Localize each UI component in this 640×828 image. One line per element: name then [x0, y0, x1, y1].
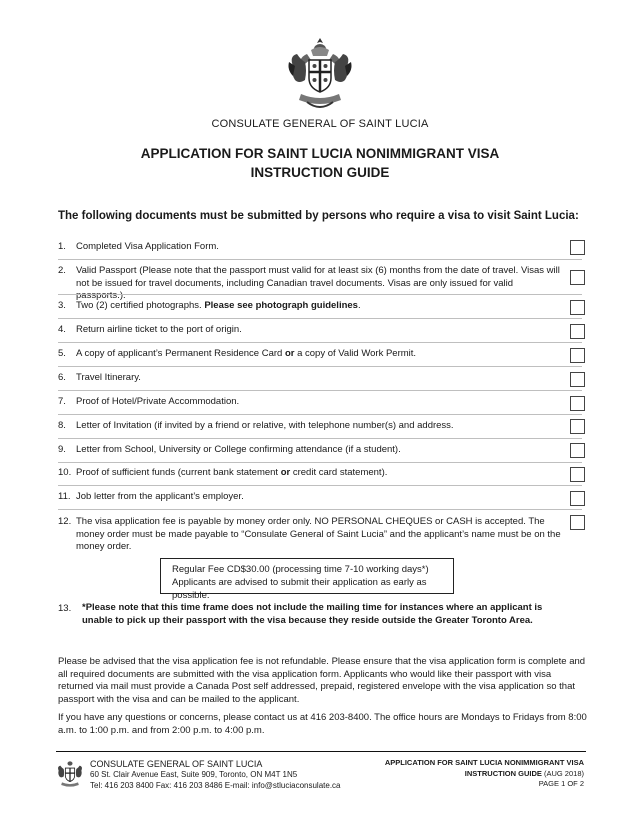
fee-box — [160, 558, 454, 601]
photo-guidelines-note: Please see photograph guidelines — [204, 300, 358, 311]
footer-contact-block — [90, 758, 341, 791]
note-text: *Please note that this time frame does not include the mailing time for instances where an applicant is unable to pick up their passport with the visa because they reside outside the Greater Toronto Area. — [82, 602, 543, 626]
item-text: Letter from School, University or College confirming attendance (if a student). — [76, 444, 401, 455]
item-checkbox[interactable] — [570, 396, 585, 411]
footer-contact: Tel: 416 203 8400 Fax: 416 203 8486 E-mail: info@stluciaconsulate.ca — [90, 780, 341, 790]
coat-of-arms-icon — [287, 36, 353, 112]
footer-address: 60 St. Clair Avenue East, Suite 909, Toronto, ON M4T 1N5 — [90, 770, 298, 779]
item-number: 5. — [58, 348, 66, 359]
footer-doc-info — [385, 758, 584, 790]
item-checkbox[interactable] — [570, 348, 585, 363]
item-number: 3. — [58, 300, 66, 311]
fee-advice: Applicants are advised to submit their application as early as possible. — [172, 577, 427, 601]
item-text: Two (2) certified photographs. Please see photograph guidelines. — [76, 300, 361, 311]
divider — [58, 414, 582, 415]
footer-org: CONSULATE GENERAL OF SAINT LUCIA — [90, 759, 263, 769]
divider — [58, 294, 582, 295]
divider — [58, 485, 582, 486]
item-text: Proof of sufficient funds (current bank statement or credit card statement). — [76, 467, 388, 478]
footer-doc-title: APPLICATION FOR SAINT LUCIA NONIMMIGRANT VISA — [384, 758, 584, 767]
divider — [58, 509, 582, 510]
intro-heading: The following documents must be submitted by persons who require a visa to visit Saint Lucia: — [58, 210, 579, 222]
item-text: Travel Itinerary. — [76, 372, 141, 383]
item-text: Letter of Invitation (if invited by a friend or relative, with telephone number(s) and address. — [76, 420, 454, 431]
divider — [58, 438, 582, 439]
footer-guide-line: INSTRUCTION GUIDE (AUG 2018) — [464, 768, 584, 778]
item-number: 6. — [58, 372, 66, 383]
item-text: Job letter from the applicant’s employer. — [76, 491, 244, 502]
consulate-name: CONSULATE GENERAL OF SAINT LUCIA — [211, 118, 429, 130]
item-checkbox[interactable] — [570, 270, 585, 285]
item-checkbox[interactable] — [570, 443, 585, 458]
item-number: 7. — [58, 396, 66, 407]
fee-policy-paragraph: Please be advised that the visa application fee is not refundable. Please ensure that the visa application form is complete and all required documents are submitted with the visa application form. Applicants who would like their passport with visa returned via mail must provide a Canada Post self addressed, prepaid, registered envelope with the visa application so that passport with the visa and can be mailed to the applicant. — [58, 656, 586, 705]
divider — [58, 342, 582, 343]
item-number: 13. — [58, 603, 72, 614]
item-text: Completed Visa Application Form. — [76, 241, 219, 252]
item-text: Return airline ticket to the port of origin. — [76, 324, 242, 335]
document-title: APPLICATION FOR SAINT LUCIA NONIMMIGRANT VISA — [140, 146, 500, 161]
item-checkbox[interactable] — [570, 467, 585, 482]
page-number: PAGE 1 OF 2 — [538, 779, 584, 788]
item-number: 2. — [58, 265, 66, 276]
divider — [58, 259, 582, 260]
item-text: The visa application fee is payable by money order only. NO PERSONAL CHEQUES or CASH is accepted. The money order must be made payable to “Consulate General of Saint Lucia” and the applicant’s name must be on the money order. — [76, 516, 561, 552]
item-number: 1. — [58, 241, 66, 252]
item-checkbox[interactable] — [570, 491, 585, 506]
item-checkbox[interactable] — [570, 300, 585, 315]
item-text: A copy of applicant’s Permanent Residence Card or a copy of Valid Work Permit. — [76, 348, 417, 359]
divider — [58, 462, 582, 463]
item-checkbox[interactable] — [570, 324, 585, 339]
item-checkbox[interactable] — [570, 372, 585, 387]
footer-coat-of-arms-icon — [56, 758, 84, 790]
contact-paragraph: If you have any questions or concerns, please contact us at 416 203-8400. The office hours are Mondays to Fridays from 8:00 a.m. to 1:00 p.m. and from 2:00 p.m. to 4:00 p.m. — [58, 712, 587, 736]
divider — [58, 318, 582, 319]
item-number: 8. — [58, 420, 66, 431]
item-checkbox[interactable] — [570, 515, 585, 530]
item-text: Proof of Hotel/Private Accommodation. — [76, 396, 240, 407]
item-number: 11. — [58, 491, 71, 502]
item-checkbox[interactable] — [570, 419, 585, 434]
divider — [58, 390, 582, 391]
item-number: 12. — [58, 516, 72, 527]
document-subtitle: INSTRUCTION GUIDE — [250, 165, 390, 180]
item-number: 9. — [58, 444, 66, 455]
item-checkbox[interactable] — [570, 240, 585, 255]
divider — [58, 366, 582, 367]
item-number: 4. — [58, 324, 66, 335]
item-text: Valid Passport (Please note that the passport must valid for at least six (6) months from the date of travel. Visas will not be issued for travel documents, including Canadian travel documents. Visas are only issued for valid passports.). — [76, 265, 560, 301]
item-number: 10. — [58, 467, 72, 478]
footer-divider — [56, 751, 586, 752]
fee-amount: Regular Fee CD$30.00 (processing time 7-10 working days*) — [172, 564, 429, 575]
